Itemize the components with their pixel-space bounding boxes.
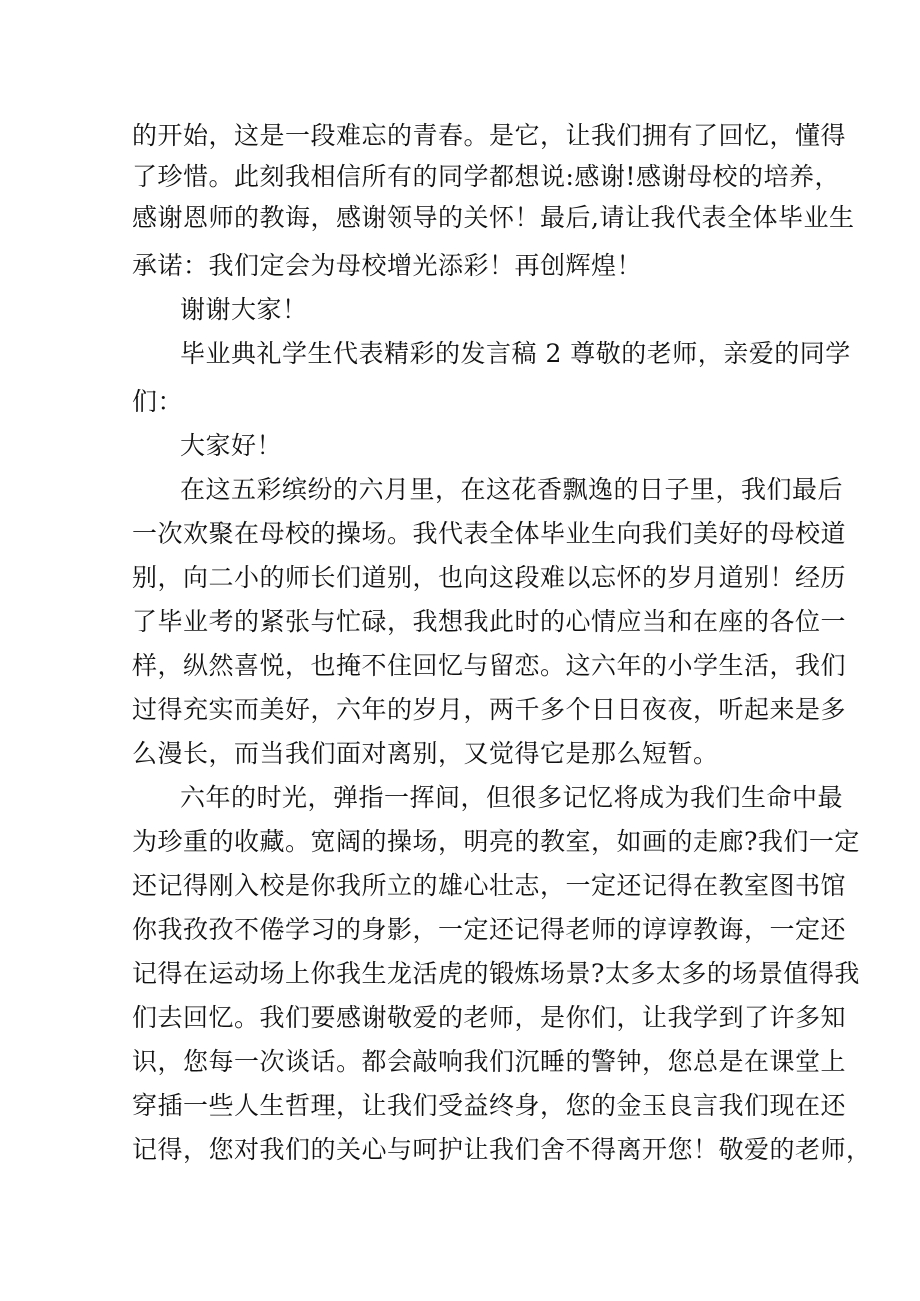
text-line: 一次欢聚在母校的操场。我代表全体毕业生向我们美好的母校道	[132, 519, 847, 548]
text-line: 六年的时光，弹指一挥间，但很多记忆将成为我们生命中最	[180, 783, 844, 812]
text-line: 你我孜孜不倦学习的身影，一定还记得老师的谆谆教诲，一定还	[132, 915, 847, 944]
text-line: 么漫长，而当我们面对离别，又觉得它是那么短暂。	[132, 739, 719, 768]
text-line: 毕业典礼学生代表精彩的发言稿 2 尊敬的老师，亲爱的同学	[180, 339, 851, 368]
text-line: 感谢恩师的教诲，感谢领导的关怀！最后,请让我代表全体毕业生	[132, 203, 855, 232]
text-line: 还记得刚入校是你我所立的雄心壮志，一定还记得在教室图书馆	[132, 871, 847, 900]
text-line: 了毕业考的紧张与忙碌，我想我此时的心情应当和在座的各位一	[132, 607, 847, 636]
text-line: 的开始，这是一段难忘的青春。是它，让我们拥有了回忆，懂得	[132, 121, 847, 150]
text-line: 样，纵然喜悦，也掩不住回忆与留恋。这六年的小学生活，我们	[132, 651, 847, 680]
text-line: 在这五彩缤纷的六月里，在这花香飘逸的日子里，我们最后	[180, 475, 844, 504]
text-line: 为珍重的收藏。宽阔的操场，明亮的教室，如画的走廊?我们一定	[132, 827, 860, 856]
text-line: 谢谢大家！	[180, 295, 308, 324]
text-line: 记得，您对我们的关心与呵护让我们舍不得离开您！敬爱的老师，	[132, 1135, 872, 1164]
text-line: 别，向二小的师长们道别，也向这段难以忘怀的岁月道别！经历	[132, 563, 847, 592]
text-line: 识，您每一次谈话。都会敲响我们沉睡的警钟，您总是在课堂上	[132, 1047, 847, 1076]
text-line: 们：	[132, 387, 184, 416]
text-line: 们去回忆。我们要感谢敬爱的老师，是你们，让我学到了许多知	[132, 1003, 847, 1032]
text-line: 过得充实而美好，六年的岁月，两千多个日日夜夜，听起来是多	[132, 695, 847, 724]
text-line: 大家好！	[180, 431, 283, 460]
text-line: 承诺：我们定会为母校增光添彩！再创辉煌！	[132, 251, 643, 280]
text-line: 穿插一些人生哲理，让我们受益终身，您的金玉良言我们现在还	[132, 1091, 847, 1120]
text-line: 了珍惜。此刻我相信所有的同学都想说:感谢!感谢母校的培养，	[132, 162, 840, 191]
text-line: 记得在运动场上你我生龙活虎的锻炼场景?太多太多的场景值得我	[132, 959, 860, 988]
